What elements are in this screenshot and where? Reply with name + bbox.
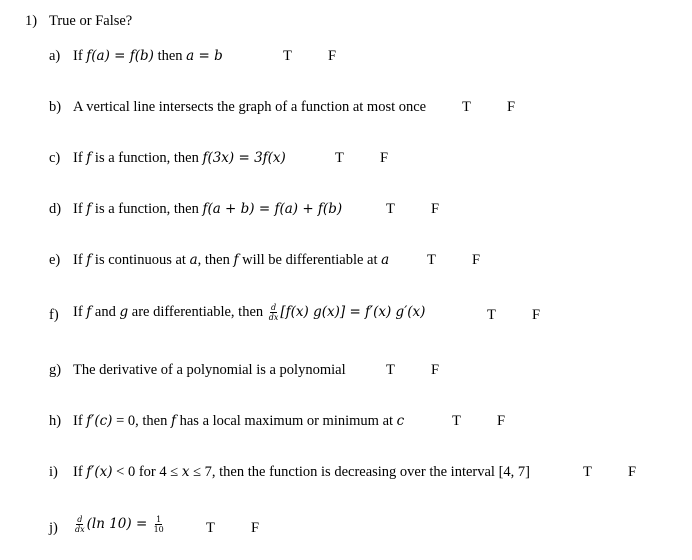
item-statement: The derivative of a polynomial is a polynomial (73, 362, 346, 378)
item-label: g) (49, 362, 62, 378)
false-option[interactable]: F (628, 464, 637, 480)
item-label: a) (49, 48, 61, 64)
item-label: i) (49, 464, 58, 480)
item-label: e) (49, 252, 61, 268)
question-title: True or False? (49, 13, 133, 29)
item-label: c) (49, 150, 61, 166)
question-number: 1) (25, 13, 38, 29)
item-label: f) (49, 307, 59, 323)
true-option[interactable]: T (583, 464, 592, 480)
true-option[interactable]: T (487, 307, 496, 323)
item-statement: If f and g are differentiable, then $\frac{d}{dx}$ [f(x) g(x)] = f′(x) g′(x) (73, 303, 426, 322)
true-option[interactable]: T (283, 48, 292, 64)
item-statement: If f′(x) < 0 for 4 ≤ x ≤ 7, then the function is decreasing over the interval [4, 7] (73, 464, 530, 480)
item-statement: If f is continuous at a, then f will be differentiable at a (73, 252, 390, 268)
false-option[interactable]: F (507, 99, 516, 115)
false-option[interactable]: F (251, 520, 260, 536)
item-label: d) (49, 201, 62, 217)
false-option[interactable]: F (497, 413, 506, 429)
derivative-operator: $\frac{d}{dx}$ (75, 515, 85, 534)
true-option[interactable]: T (386, 362, 395, 378)
item-label: h) (49, 413, 62, 429)
fraction-one-tenth: $\frac{1}{10}$ (153, 515, 164, 534)
item-statement: If f is a function, then f(3x) = 3f(x) (73, 150, 286, 166)
false-option[interactable]: F (532, 307, 541, 323)
true-option[interactable]: T (427, 252, 436, 268)
false-option[interactable]: F (472, 252, 481, 268)
true-option[interactable]: T (386, 201, 395, 217)
item-statement: If f(a) = f(b) then a = b (73, 48, 223, 64)
item-statement: $\frac{d}{dx}$ (ln 10) = $\frac{1}{10}$ (75, 515, 164, 534)
item-statement: A vertical line intersects the graph of a function at most once (73, 99, 427, 115)
false-option[interactable]: F (328, 48, 337, 64)
false-option[interactable]: F (380, 150, 389, 166)
item-statement: If f is a function, then f(a + b) = f(a) + f(b) (73, 201, 343, 217)
true-option[interactable]: T (335, 150, 344, 166)
true-option[interactable]: T (452, 413, 461, 429)
item-statement: If f′(c) = 0, then f has a local maximum or minimum at c (73, 413, 405, 429)
item-label: b) (49, 99, 62, 115)
true-option[interactable]: T (462, 99, 471, 115)
false-option[interactable]: F (431, 362, 440, 378)
item-label: j) (49, 520, 58, 536)
derivative-operator: $\frac{d}{dx}$ (268, 303, 279, 322)
true-option[interactable]: T (206, 520, 215, 536)
false-option[interactable]: F (431, 201, 440, 217)
